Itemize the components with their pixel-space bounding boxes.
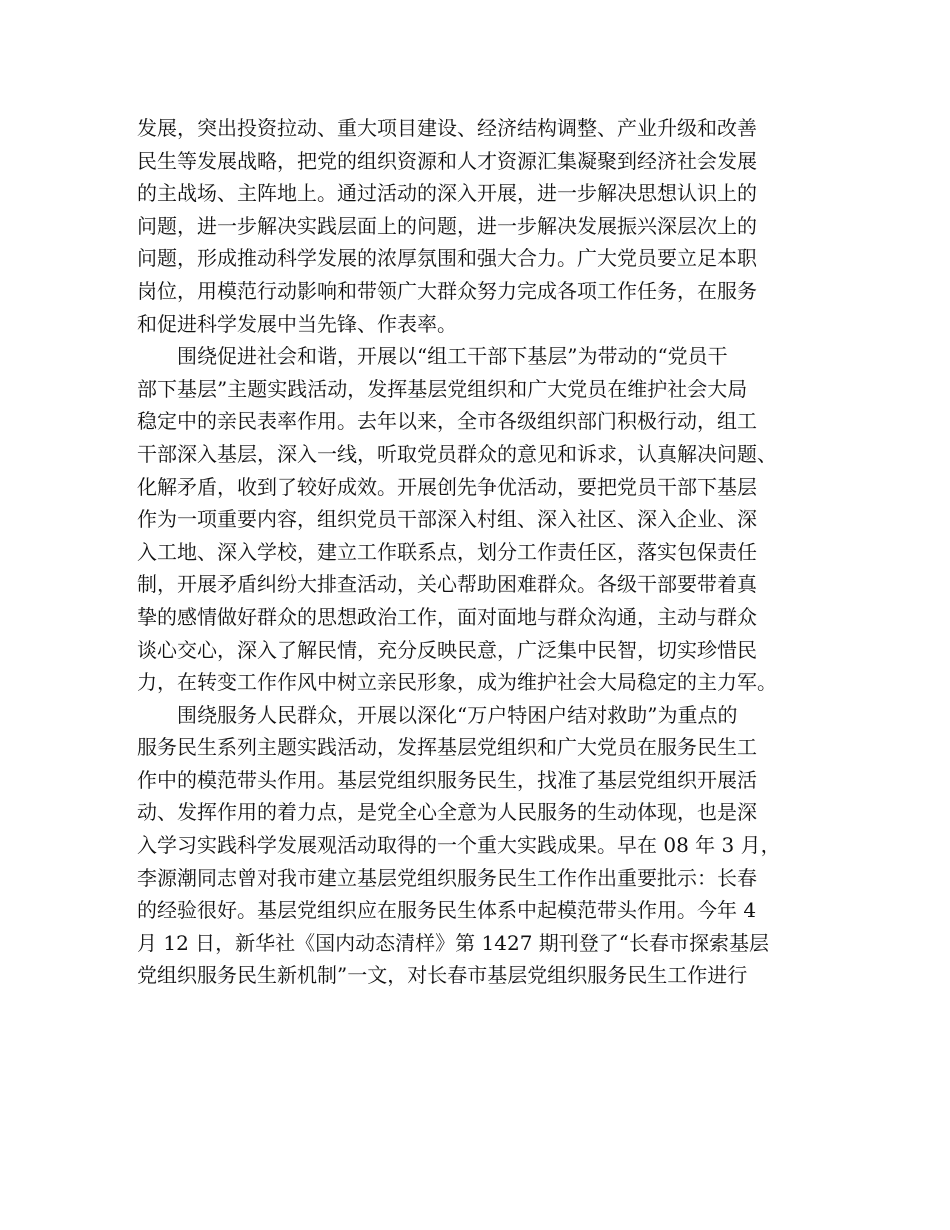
text-line: 民生等发展战略，把党的组织资源和人才资源汇集凝聚到经济社会发展 xyxy=(137,148,757,173)
text-line: 谈心交心，深入了解民情，充分反映民意，广泛集中民智，切实珍惜民 xyxy=(137,637,757,662)
text-line: 部下基层”主题实践活动，发挥基层党组织和广大党员在维护社会大局 xyxy=(137,376,748,401)
text-line: 问题，进一步解决实践层面上的问题，进一步解决发展振兴深层次上的 xyxy=(137,213,757,238)
text-line: 力，在转变工作作风中树立亲民形象，成为维护社会大局稳定的主力军。 xyxy=(137,670,777,695)
text-line: 发展，突出投资拉动、重大项目建设、经济结构调整、产业升级和改善 xyxy=(137,116,757,140)
text-line: 入工地、深入学校，建立工作联系点，划分工作责任区，落实包保责任 xyxy=(137,539,757,564)
text-line: 岗位，用模范行动影响和带领广大群众努力完成各项工作任务，在服务 xyxy=(137,278,757,303)
text-line: 化解矛盾，收到了较好成效。开展创先争优活动，要把党员干部下基层 xyxy=(137,474,757,499)
text-line: 的经验很好。基层党组织应在服务民生体系中起模范带头作用。今年 4 xyxy=(137,898,757,923)
text-line: 月 12 日，新华社《国内动态清样》第 1427 期刊登了“长春市探索基层 xyxy=(137,930,770,955)
text-line: 党组织服务民生新机制”一文，对长春市基层党组织服务民生工作进行 xyxy=(137,963,748,988)
text-line: 作中的模范带头作用。基层党组织服务民生，找准了基层党组织开展活 xyxy=(137,767,757,792)
text-line: 动、发挥作用的着力点，是党全心全意为人民服务的生动体现，也是深 xyxy=(137,800,757,825)
text-line: 挚的感情做好群众的思想政治工作，面对面地与群众沟通，主动与群众 xyxy=(137,604,757,629)
text-line: 李源潮同志曾对我市建立基层党组织服务民生工作作出重要批示：长春 xyxy=(137,865,757,890)
text-line: 稳定中的亲民表率作用。去年以来，全市各级组织部门积极行动，组工 xyxy=(137,409,757,434)
text-line: 服务民生系列主题实践活动，发挥基层党组织和广大党员在服务民生工 xyxy=(137,735,757,760)
text-line: 入学习实践科学发展观活动取得的一个重大实践成果。早在 08 年 3 月， xyxy=(137,833,781,858)
text-line: 的主战场、主阵地上。通过活动的深入开展，进一步解决思想认识上的 xyxy=(137,181,757,206)
text-line: 围绕促进社会和谐，开展以“组工干部下基层”为带动的“党员干 xyxy=(137,344,728,369)
text-line: 干部深入基层，深入一线，听取党员群众的意见和诉求，认真解决问题、 xyxy=(137,441,777,466)
text-line: 围绕服务人民群众，开展以深化“万户特困户结对救助”为重点的 xyxy=(137,702,738,727)
text-line: 和促进科学发展中当先锋、作表率。 xyxy=(137,311,457,336)
text-line: 作为一项重要内容，组织党员干部深入村组、深入社区、深入企业、深 xyxy=(137,507,757,532)
text-line: 制，开展矛盾纠纷大排查活动，关心帮助困难群众。各级干部要带着真 xyxy=(137,572,757,597)
body-text xyxy=(137,112,827,992)
text-line: 问题，形成推动科学发展的浓厚氛围和强大合力。广大党员要立足本职 xyxy=(137,246,757,271)
